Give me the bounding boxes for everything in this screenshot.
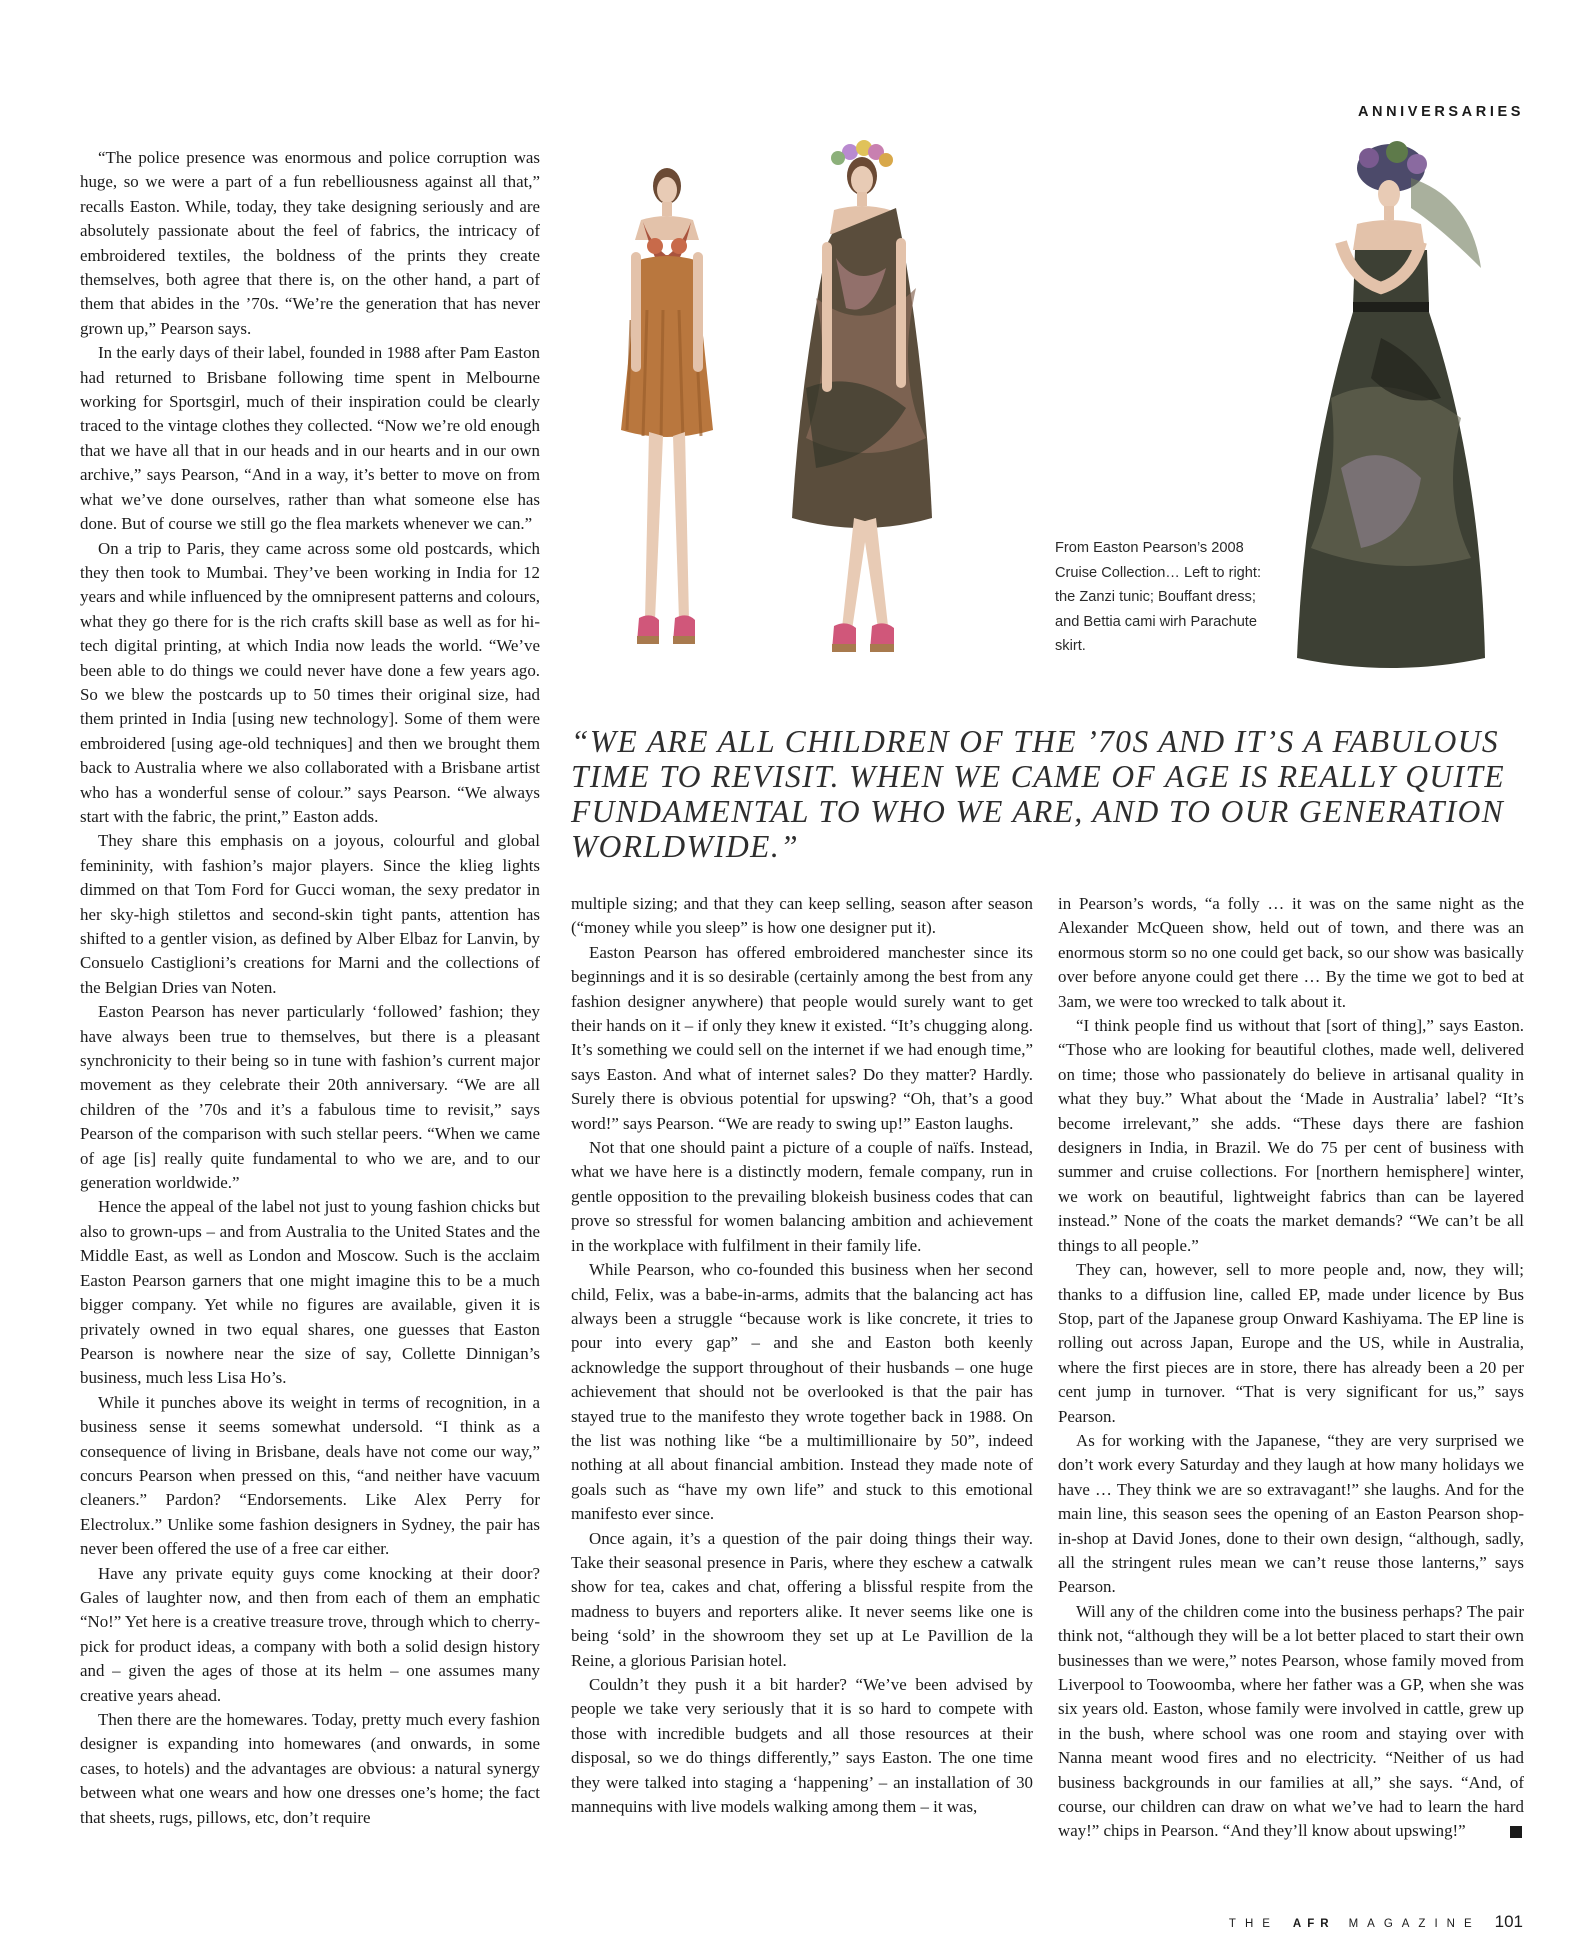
paragraph-text: Will any of the children come into the business perhaps? The pair think not, “although they will be a lot better placed to start their own businesses than we were,” notes Pearson, whose family moved from Liverpool to Toowoomba, where her father was a GP, when she was six years old. Easton, whose family were involved in cattle, grew up in the bush, where school was one room and staying over with Nanna meant wood fires and no electricity. “Neither of us had business backgrounds in our families at all,” she says. “And, of course, our children can draw on what we’ve had to learn the hard way!” chips in Pearson. “And they’ll know about upswing!”	[1058, 1601, 1524, 1841]
photo-bouffant-dress	[776, 138, 951, 678]
paragraph: Once again, it’s a question of the pair doing things their way. Take their seasonal presence in Paris, where they eschew a catwalk show for tea, cakes and chat, offering a blissful respite from the madness to buyers and reporters alike. It never seems like one is being ‘sold’ in the showroom they set up at Le Pavillion de la Reine, a glorious Parisian hotel.	[571, 1528, 1033, 1670]
page-footer	[1229, 1912, 1523, 1932]
paragraph: In the early days of their label, founded in 1988 after Pam Easton had returned to Brisbane following time spent in Melbourne working for Sportsgirl, much of their inspiration could be clearly traced to the vintage clothes they collected. “Now we’re old enough that we have all that in our heads and in our hearts and in our own archive,” says Pearson, “And in a way, it’s better to move on from what we’ve done ourselves, rather than what someone else has done. But of course we still go the flea markets whenever we can.”	[80, 343, 540, 534]
paragraph: They share this emphasis on a joyous, colourful and global femininity, with fashion’s major players. Since the klieg lights dimmed on that Tom Ford for Gucci woman, the sexy predator in her sky-high stilettos and second-skin tight pants, attention has shifted to a gentler vision, as defined by Alber Elbaz for Lanvin, by Consuelo Castiglioni’s creations for Marni and the collections of the Belgian Dries van Noten.	[80, 831, 540, 997]
paragraph: multiple sizing; and that they can keep selling, season after season (“money while you sleep” is how one designer put it).	[571, 894, 1033, 938]
paragraph	[1058, 1600, 1524, 1844]
photo-zanzi-tunic	[591, 160, 741, 670]
footer-the: THE	[1228, 1918, 1279, 1930]
paragraph: While it punches above its weight in terms of recognition, in a business sense it seems somewhat undersold. “I think as a consequence of living in Brisbane, deals have not come our way,” concurs Pearson when pressed on this, “and neither have vacuum cleaners.” Pardon? “Endorsements. Like Alex Perry for Electrolux.” Unlike some fashion designers in Sydney, the pair has never been offered the use of a free car either.	[80, 1392, 540, 1559]
paragraph: in Pearson’s words, “a folly … it was on the same night as the Alexander McQueen show, held out of town, and there was an enormous storm so no one could get back, so our show was basically over before anyone could get there … By the time we got to bed at 3am, we were too wrecked to talk about it.	[1058, 894, 1524, 1011]
section-label: ANNIVERSARIES	[1357, 104, 1524, 120]
footer-brand: AFR	[1292, 1918, 1335, 1930]
model-figure-illustration	[776, 138, 951, 678]
article-column-1	[80, 146, 540, 1830]
pull-quote: “WE ARE ALL CHILDREN OF THE ’70S AND IT’S A FABULOUS TIME TO REVISIT. WHEN WE CAME OF AGE IS REALLY QUITE FUNDAMENTAL TO WHO WE ARE, AND TO OUR GENERATION WORLDWIDE.”	[571, 724, 1505, 864]
fashion-photos	[571, 126, 1524, 666]
paragraph: Easton Pearson has never particularly ‘followed’ fashion; they have always been true to themselves, but there is a pleasant synchronicity to their being so in tune with fashion’s current major movement as they celebrate their 20th anniversary. “We are all children of the ’70s and it’s a fabulous time to revisit,” says Pearson of the comparison with such stellar peers. “When we came of age [is] really quite fundamental to who we are, and to our generation worldwide.”	[80, 1002, 540, 1193]
article-column-3	[1058, 892, 1524, 1844]
paragraph: While Pearson, who co-founded this business when her second child, Felix, was a babe-in-arms, admits that the balancing act has always been a struggle “because work is like concrete, it tries to pour into every gap” – and she and Easton both keenly acknowledge the support throughout of their husbands – one huge achievement that should not be overlooked is that the pair has stayed true to the manifesto they wrote together back in 1988. On the list was nothing like “be a multimillionaire by 50”, indeed nothing at all about financial ambition. Instead they made note of goals such as “have my own life” and stuck to this emotional manifesto ever since.	[571, 1260, 1033, 1524]
paragraph: Have any private equity guys come knocking at their door? Gales of laughter now, and then from each of them an emphatic “No!” Yet here is a creative treasure trove, through which to cherry-pick for product ideas, a company with both a solid design history and – given the ages of those at its helm – one assumes many creative years ahead.	[80, 1563, 540, 1705]
paragraph: On a trip to Paris, they came across some old postcards, which they then took to Mumbai. They’ve been working in India for 12 years and while influenced by the omnipresent patterns and colours, what they go there for is the rich crafts skill base as well as for hi-tech digital printing, at which India now leads the world. “We’ve been able to do things we could never have done a few years ago. So we blew the postcards up to 50 times their original size, had them printed in India [using new technology]. Some of them were embroidered [using age-old techniques] and then we brought them back to Australia where we also collaborated with a Brisbane artist who has a wonderful sense of colour.” says Pearson. “We always start with the fabric, the print,” Easton adds.	[80, 538, 540, 826]
paragraph: Then there are the homewares. Today, pretty much every fashion designer is expanding into homewares (and onwards, in some cases, to hotels) and the advantages are obvious: a natural synergy between what one wears and how one dresses one’s home; the fact that sheets, rugs, pillows, etc, don’t require	[80, 1710, 540, 1827]
end-of-article-mark	[1510, 1826, 1522, 1838]
paragraph: Couldn’t they push it a bit harder? “We’ve been advised by people we take very seriously that it is so hard to compete with those with incredible budgets and all those resources at their disposal, so we do things differently,” says Easton. The one time they were talked into staging a ‘happening’ – an installation of 30 mannequins with live models walking among them – it was,	[571, 1675, 1033, 1817]
model-figure-illustration	[1271, 138, 1506, 678]
paragraph: They can, however, sell to more people and, now, they will; thanks to a diffusion line, called EP, made under licence by Bus Stop, part of the Japanese group Onward Kashiyama. The EP line is rolling out across Japan, Europe and the US, while in Australia, where the first pieces are in store, there has already been a 20 per cent jump in turnover. “That is very significant for us,” says Pearson.	[1058, 1260, 1524, 1426]
photo-bettia-cami-parachute-skirt	[1271, 138, 1506, 678]
paragraph: “The police presence was enormous and police corruption was huge, so we were a part of a fun rebelliousness against all that,” recalls Easton. While, today, they take designing seriously and are absolutely passionate about the feel of fabrics, the intricacy of embroidered textiles, the boldness of the prints they create themselves, both agree that there is, on the other hand, a part of them that abides in the ’70s. “We’re the generation that has never grown up,” Pearson says.	[80, 148, 540, 338]
paragraph: Hence the appeal of the label not just to young fashion chicks but also to grown-ups – and from Australia to the United States and the Middle East, as well as London and Moscow. Such is the acclaim Easton Pearson garners that one might imagine this to be a much bigger company. Yet while no figures are available, given it is privately owned in two equal shares, one guesses that Easton Pearson is nowhere near the size of say, Collette Dinnigan’s business, much less Lisa Ho’s.	[80, 1197, 540, 1388]
paragraph: As for working with the Japanese, “they are very surprised we don’t work every Saturday and they laugh at how many holidays we have … They think we are so extravagant!” she laughs. And for the main line, this season sees the opening of an Easton Pearson shop-in-shop at David Jones, done to their own design, “although, sadly, all the stringent rules mean we can’t reuse those lanterns,” says Pearson.	[1058, 1430, 1524, 1597]
footer-magazine: MAGAZINE	[1348, 1918, 1481, 1930]
page-number: 101	[1494, 1912, 1523, 1931]
paragraph: Easton Pearson has offered embroidered manchester since its beginnings and it is so desirable (certainly among the best from any fashion designer anywhere) that people would surely want to get their hands on it – if only they knew it existed. “It’s chugging along. It’s something we could sell on the internet if we had enough time,” says Easton. And what of internet sales? Do they matter? Hardly. Surely there is obvious potential for upswing? “Oh, that’s a good word!” says Pearson. “We are ready to swing up!” Easton laughs.	[571, 942, 1033, 1133]
article-column-2	[571, 892, 1033, 1819]
paragraph: “I think people find us without that [sort of thing],” says Easton. “Those who are looking for beautiful clothes, made well, delivered on time; those who passionately do believe in artisanal quality in what they buy.” What about the ‘Made in Australia’ label? “It’s become irrelevant,” she adds. “These days there are fashion designers in India, in Brazil. We do 75 per cent of business with summer and cruise collections. For [northern hemisphere] winter, we work on beautiful, lightweight fabrics than can be layered instead.” None of the coats the market demands? “We can’t be all things to all people.”	[1058, 1016, 1524, 1255]
paragraph: Not that one should paint a picture of a couple of naïfs. Instead, what we have here is a distinctly modern, female company, run in gentle opposition to the prevailing blokeish business codes that can prove so stressful for women balancing ambition and achievement in the workplace with fulfilment in their family life.	[571, 1138, 1033, 1255]
model-figure-illustration	[591, 160, 741, 670]
photo-caption: From Easton Pearson’s 2008 Cruise Collection… Left to right: the Zanzi tunic; Bouffant dress; and Bettia cami wirh Parachute skirt.	[1055, 540, 1262, 655]
